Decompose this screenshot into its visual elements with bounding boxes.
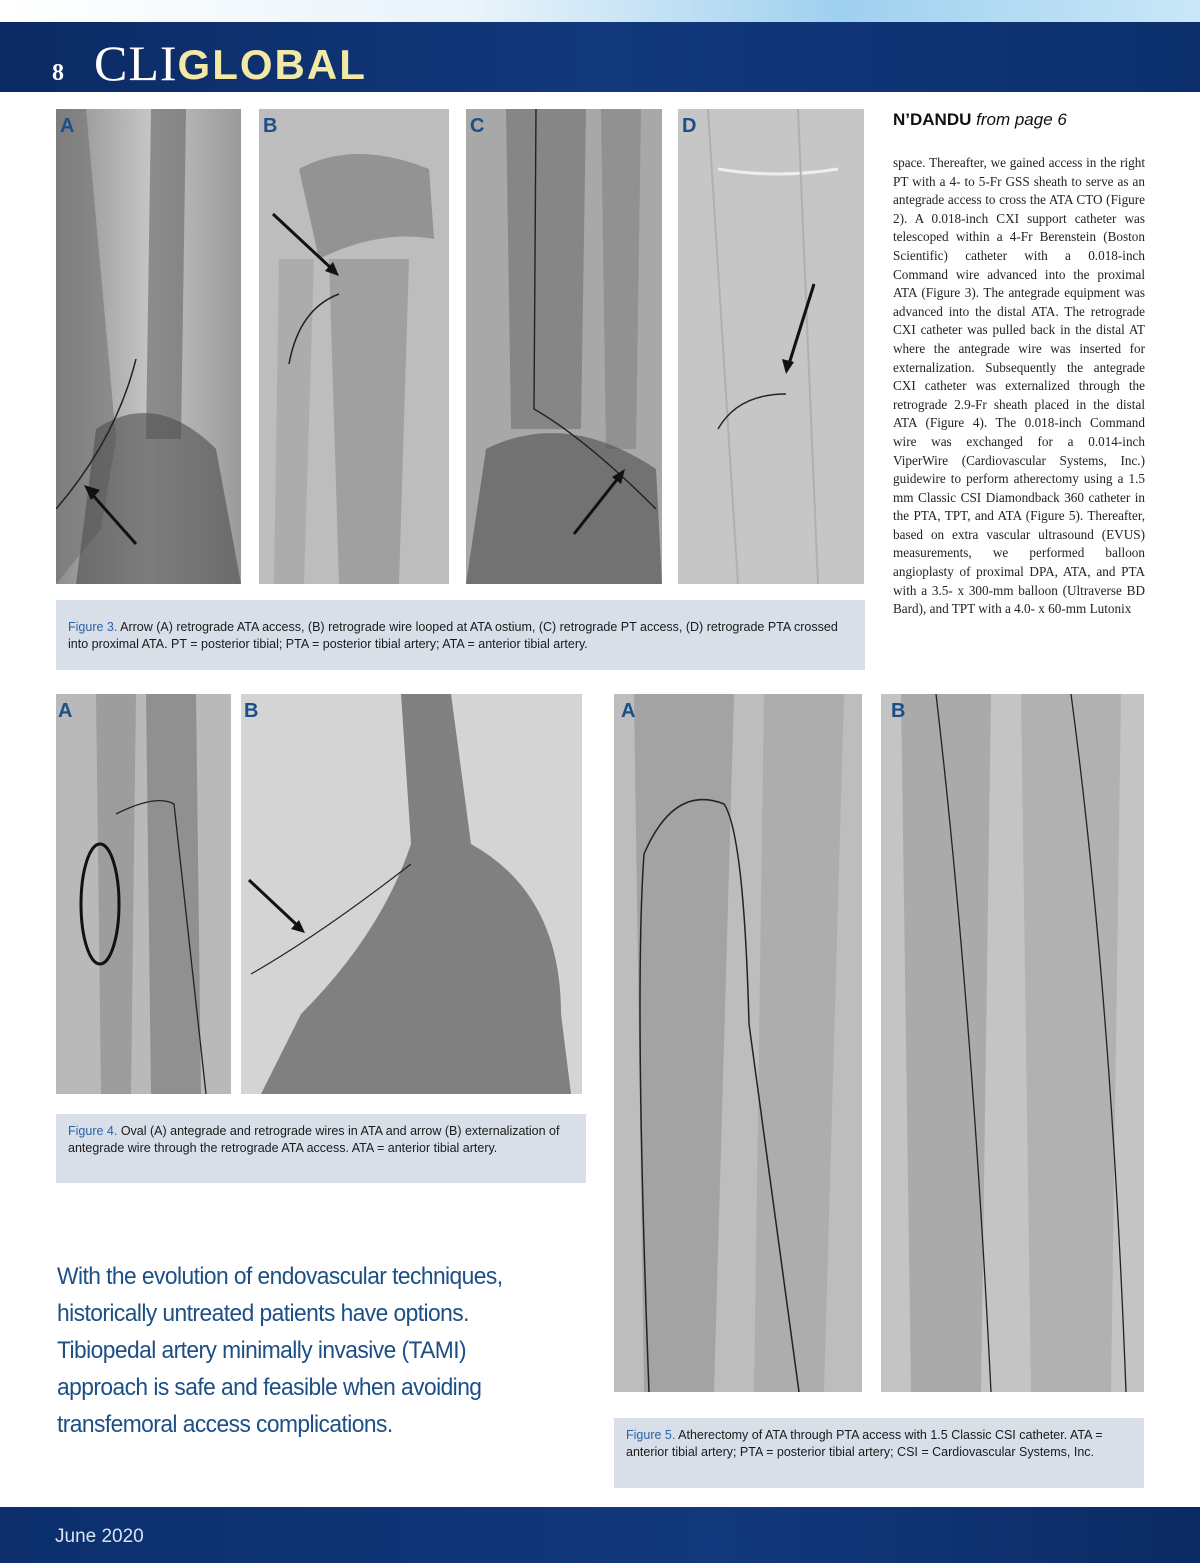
figure4-panel-b-letter: B xyxy=(244,700,259,722)
figure4-panel-a-letter: A xyxy=(58,700,73,722)
xray-image xyxy=(881,694,1144,1392)
figure4-caption-label: Figure 4. xyxy=(68,1124,118,1138)
figure3-panel-a-letter: A xyxy=(60,115,75,137)
xray-image xyxy=(259,109,449,584)
figure4-panel-b xyxy=(241,694,582,1094)
figure5-panel-a-letter: A xyxy=(621,700,636,722)
xray-image xyxy=(466,109,662,584)
figure4-caption-text: Oval (A) antegrade and retrograde wires in ATA and arrow (B) externalization of antegrade wire through the retrograde ATA access. ATA = anterior tibial artery. xyxy=(68,1124,560,1155)
figure3-panel-a xyxy=(56,109,241,584)
figure5-caption-label: Figure 5. xyxy=(626,1428,676,1442)
footer-date: June 2020 xyxy=(55,1526,144,1547)
xray-image xyxy=(241,694,582,1094)
article-byline xyxy=(893,110,1067,130)
figure5-caption xyxy=(614,1418,1144,1488)
logo-cli-text: CLI xyxy=(94,35,178,91)
cli-global-logo xyxy=(94,35,367,91)
footer-band xyxy=(0,1507,1200,1563)
figure3-panel-c xyxy=(466,109,662,584)
figure3-caption-label: Figure 3. xyxy=(68,620,118,634)
figure3-panel-d-letter: D xyxy=(682,115,697,137)
figure4-caption xyxy=(56,1114,586,1183)
figure3-caption xyxy=(56,600,865,670)
figure5-panel-b xyxy=(881,694,1144,1392)
figure5-panel-b-letter: B xyxy=(891,700,906,722)
figure3-panel-d xyxy=(678,109,864,584)
xray-image xyxy=(614,694,862,1392)
figure4-panel-a xyxy=(56,694,231,1094)
header-top-strip xyxy=(0,0,1200,22)
pull-quote: With the evolution of endovascular techniques, historically untreated patients have options. Tibiopedal artery minimally invasive (TAMI) approach is safe and feasible when avoiding transfemoral access complications. xyxy=(57,1263,503,1438)
figure5-caption-text: Atherectomy of ATA through PTA access with 1.5 Classic CSI catheter. ATA = anterior tibial artery; PTA = posterior tibial artery; CSI = Cardiovascular Systems, Inc. xyxy=(626,1428,1103,1459)
continued-from: from page 6 xyxy=(976,110,1067,129)
figure3-caption-text: Arrow (A) retrograde ATA access, (B) retrograde wire looped at ATA ostium, (C) retrograde PT access, (D) retrograde PTA crossed into proximal ATA. PT = posterior tibial; PTA = posterior tibial artery; ATA = anterior tibial artery. xyxy=(68,620,838,651)
figure3-panel-c-letter: C xyxy=(470,115,485,137)
figure3-panel-b xyxy=(259,109,449,584)
page-number: 8 xyxy=(52,60,64,86)
author-name: N’DANDU xyxy=(893,110,972,129)
figure3-panel-b-letter: B xyxy=(263,115,278,137)
xray-image xyxy=(678,109,864,584)
article-body-text: space. Thereafter, we gained access in the right PT with a 4- to 5-Fr GSS sheath to serve as an antegrade access to cross the ATA CTO (Figure 2). A 0.018-inch CXI support catheter was telescoped within a 4-Fr Berenstein (Boston Scientific) catheter with a 0.018-inch Command wire advanced into the proximal ATA (Figure 3). The antegrade equipment was advanced into the distal ATA. The retrograde CXI catheter was pulled back in the distal AT where the antegrade wire was inserted for externalization. Subsequently the antegrade CXI catheter was externalized through the retrograde 2.9-Fr sheath placed in the distal ATA (Figure 4). The 0.018-inch Command wire was exchanged for a 0.014-inch ViperWire (Cardiovascular Systems, Inc.) guidewire to perform atherectomy using a 1.5 mm Classic CSI Diamondback 360 catheter in the PTA, TPT, and ATA (Figure 5). Thereafter, based on extra vascular ultrasound (EVUS) measurements, we performed balloon angioplasty of proximal DPA, ATA, and PTA with a 3.5- x 300-mm balloon (Ultraverse BD Bard), and TPT with a 4.0- x 60-mm Lutonix xyxy=(893,155,1145,617)
xray-image xyxy=(56,109,241,584)
logo-global-text: GLOBAL xyxy=(177,41,367,88)
xray-image xyxy=(56,694,231,1094)
figure5-panel-a xyxy=(614,694,862,1392)
